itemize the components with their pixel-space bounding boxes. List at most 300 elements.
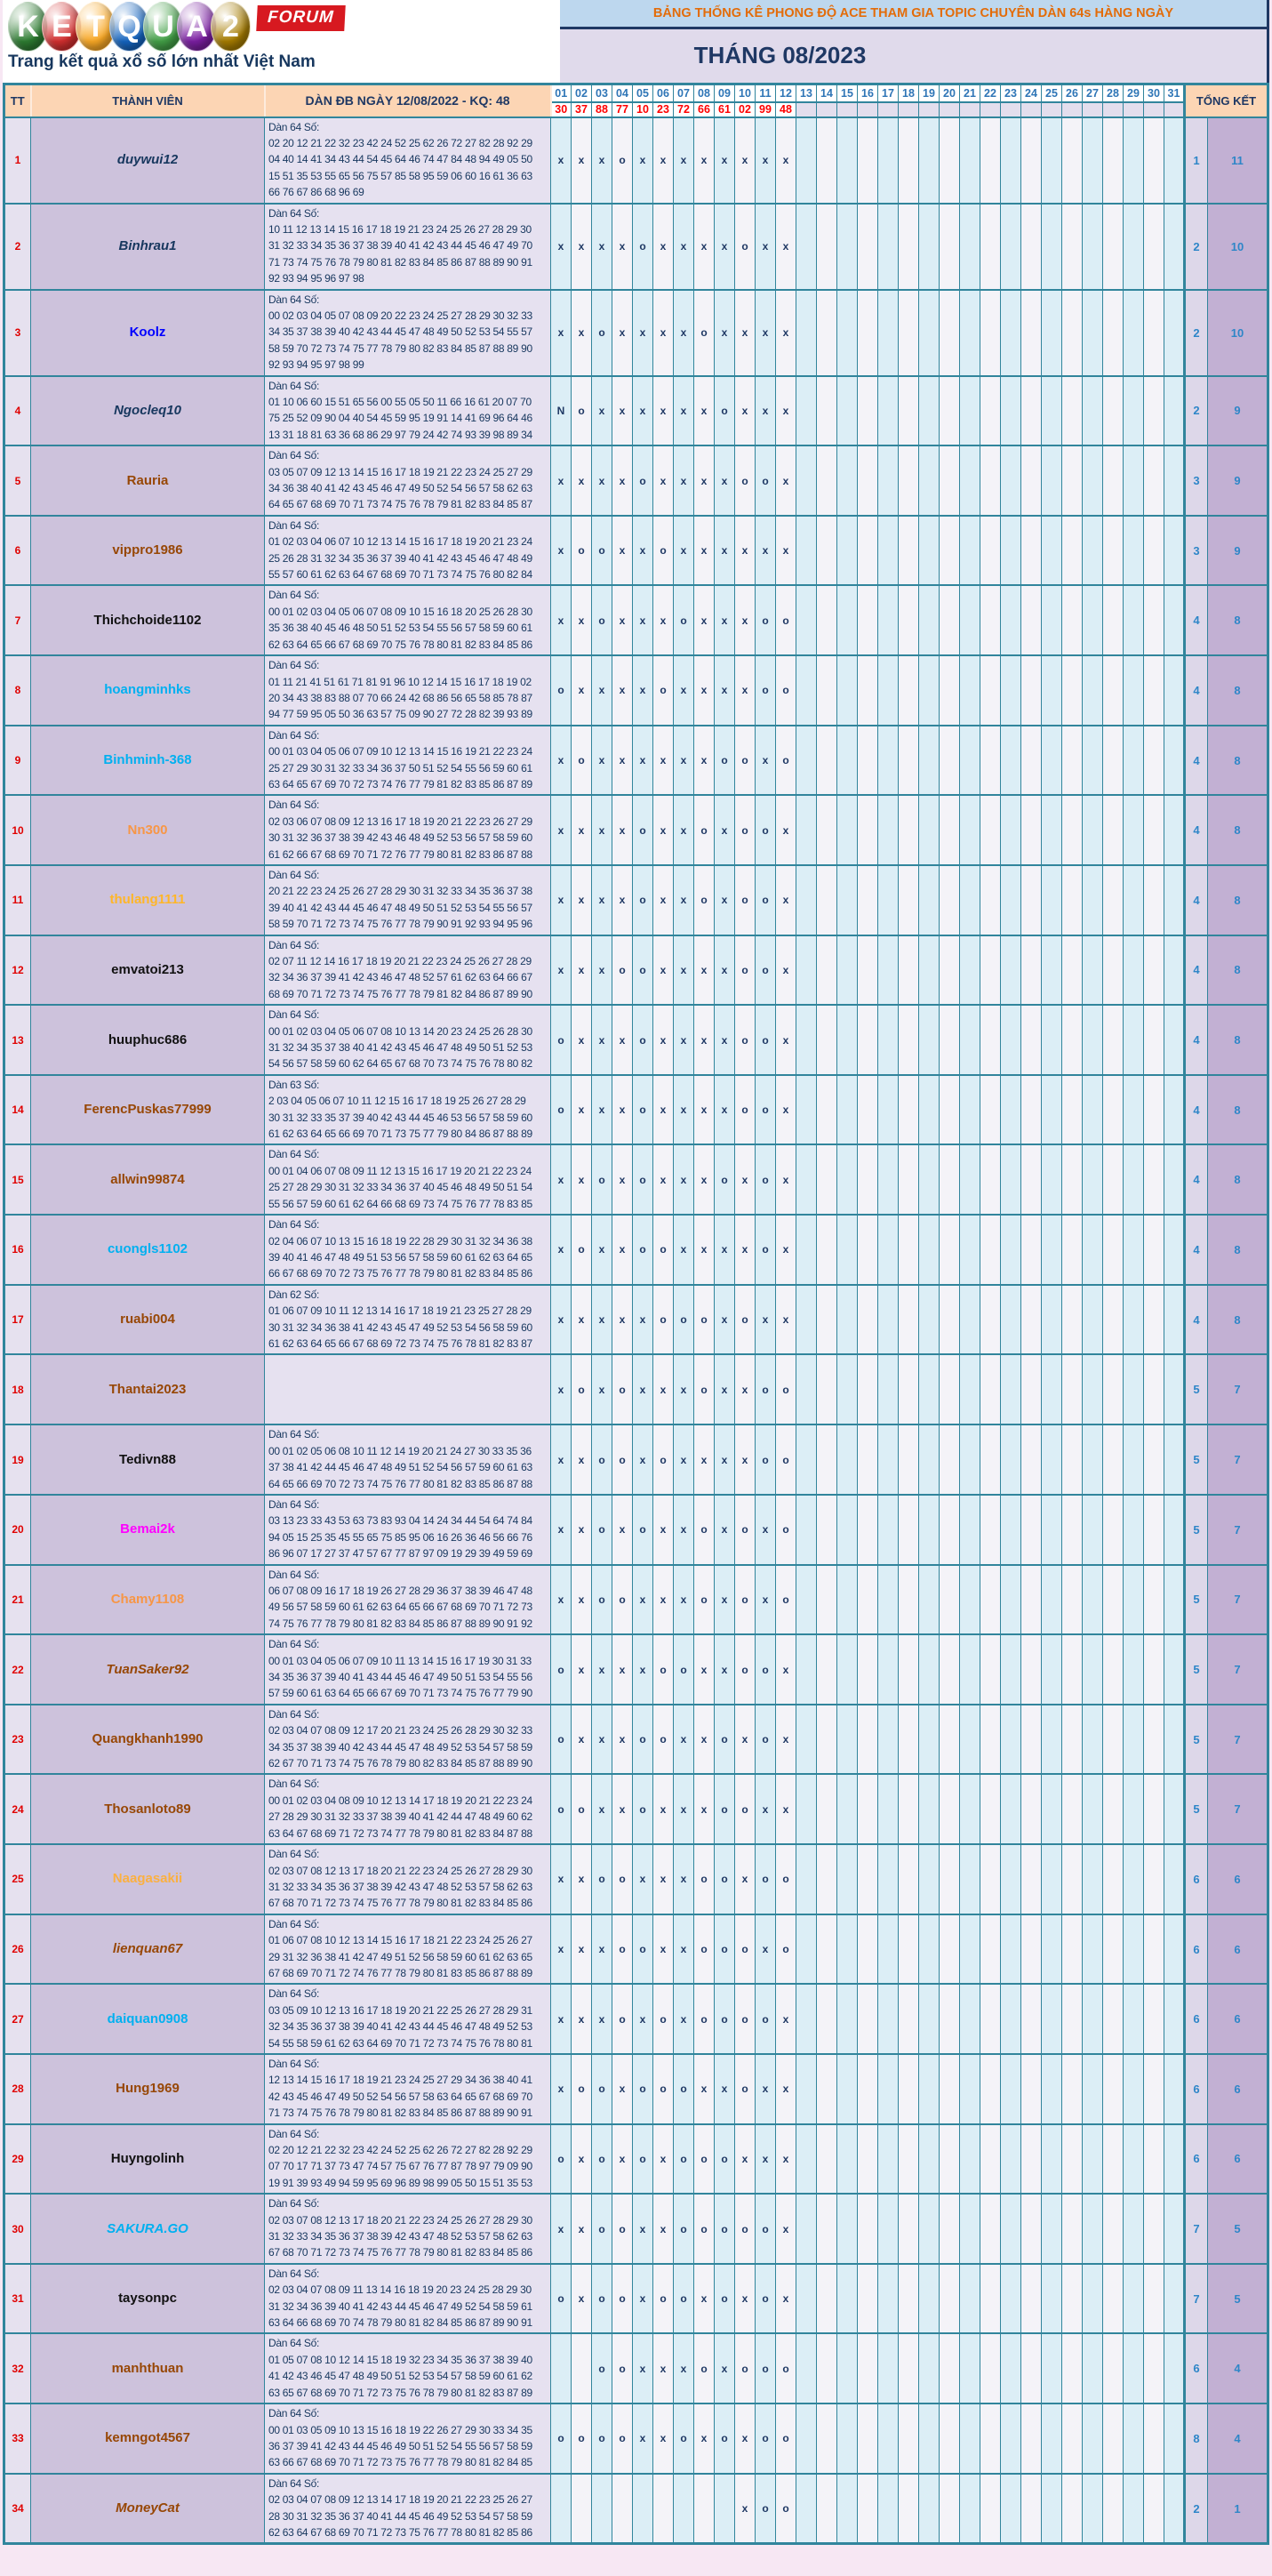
day-mark: x	[715, 1354, 735, 1424]
day-mark	[1042, 516, 1062, 586]
day-mark	[817, 2124, 837, 2195]
day-mark	[817, 1914, 837, 1985]
logo-letter: 2	[211, 2, 251, 52]
day-mark	[940, 376, 960, 446]
day-mark	[1083, 1354, 1103, 1424]
day-mark	[1083, 2124, 1103, 2195]
day-mark: x	[551, 935, 572, 1006]
day-mark	[1021, 204, 1042, 290]
logo-letter: U	[143, 2, 183, 52]
day-mark	[1062, 1774, 1083, 1844]
day-header-06: 06	[653, 84, 674, 102]
miss-count: 8	[1185, 2403, 1208, 2474]
dan-cell	[265, 2054, 551, 2124]
member-name[interactable]: Ngocleq10	[114, 402, 181, 418]
day-mark: x	[653, 2403, 674, 2474]
day-mark: o	[612, 1914, 633, 1985]
dan-cell	[265, 795, 551, 865]
day-mark: x	[612, 1075, 633, 1145]
day-mark	[1083, 445, 1103, 516]
day-mark: o	[674, 2054, 694, 2124]
day-mark: o	[572, 1215, 592, 1285]
day-mark	[940, 1144, 960, 1215]
day-mark	[878, 1984, 899, 2054]
day-result	[919, 102, 940, 117]
day-mark	[1021, 1075, 1042, 1145]
day-mark	[817, 2194, 837, 2264]
dan-numbers-line: 30 31 32 34 36 38 41 42 43 45 47 49 52 53 54 56 58 59 60	[268, 1320, 532, 1334]
day-mark: x	[694, 1005, 715, 1075]
day-mark	[1103, 865, 1124, 935]
day-mark	[796, 1705, 817, 1775]
day-mark: x	[551, 204, 572, 290]
dan-cell	[265, 2124, 551, 2195]
day-mark	[1042, 2054, 1062, 2124]
day-mark	[960, 2474, 980, 2544]
miss-count: 1	[1185, 117, 1208, 204]
day-mark	[1124, 1774, 1144, 1844]
day-mark: x	[776, 1075, 796, 1145]
day-mark	[1083, 1075, 1103, 1145]
day-mark: x	[551, 1144, 572, 1215]
dan-label: Dàn 64 Số:	[268, 1917, 320, 1930]
member-name[interactable]: SAKURA.GO	[107, 2220, 188, 2236]
day-mark	[878, 2124, 899, 2195]
day-header-30: 30	[1144, 84, 1164, 102]
dan-cell	[265, 1005, 551, 1075]
member-cell	[31, 2333, 265, 2403]
day-mark	[940, 1005, 960, 1075]
forum-badge[interactable]: FORUM	[256, 5, 345, 31]
day-mark	[878, 655, 899, 726]
day-mark	[551, 2474, 572, 2544]
day-mark	[899, 1354, 919, 1424]
day-mark	[1103, 204, 1124, 290]
miss-count: 6	[1185, 1984, 1208, 2054]
member-name[interactable]: Tedivn88	[119, 1451, 176, 1467]
ketqua2-logo[interactable]	[8, 2, 244, 52]
day-mark	[858, 935, 878, 1006]
day-mark	[878, 516, 899, 586]
day-mark	[1103, 376, 1124, 446]
dan-numbers-line: 41 42 43 46 45 47 48 49 50 51 52 53 54 57 58 59 60 61 62	[268, 2370, 532, 2383]
day-mark	[1021, 2264, 1042, 2334]
day-mark	[1144, 585, 1164, 655]
day-mark	[1001, 2474, 1021, 2544]
day-mark	[960, 1774, 980, 1844]
day-result	[878, 102, 899, 117]
member-name[interactable]: vippro1986	[112, 542, 183, 558]
day-mark: x	[612, 445, 633, 516]
day-mark: x	[551, 1984, 572, 2054]
member-name[interactable]: Rauria	[126, 472, 169, 488]
day-mark	[1144, 865, 1164, 935]
day-mark	[1042, 655, 1062, 726]
day-mark	[878, 290, 899, 376]
dan-numbers-line: 25 27 28 29 30 31 32 33 34 36 37 40 45 46 48 49 50 51 54	[268, 1181, 532, 1194]
day-mark	[1164, 117, 1185, 204]
dan-cell	[265, 204, 551, 290]
member-row	[4, 1565, 1268, 1635]
day-mark: o	[633, 2054, 653, 2124]
day-mark	[1042, 1005, 1062, 1075]
day-mark	[858, 204, 878, 290]
day-mark	[817, 376, 837, 446]
day-mark	[899, 1424, 919, 1495]
member-name[interactable]: manhthuan	[111, 2360, 184, 2376]
day-mark: x	[776, 1634, 796, 1705]
day-mark	[1001, 2333, 1021, 2403]
day-mark	[980, 2264, 1001, 2334]
day-mark: x	[572, 290, 592, 376]
member-name[interactable]: MoneyCat	[116, 2500, 180, 2516]
dan-numbers-line: 13 31 18 81 63 36 68 86 29 97 79 24 42 74 93 39 98 89 34	[268, 428, 532, 441]
day-mark	[919, 1005, 940, 1075]
day-mark	[1164, 1914, 1185, 1985]
day-mark	[1042, 1705, 1062, 1775]
day-mark	[1103, 1285, 1124, 1355]
day-mark	[1083, 2194, 1103, 2264]
day-mark: o	[592, 290, 612, 376]
day-mark	[796, 2264, 817, 2334]
site-tagline: Trang kết quả xổ số lớn nhất Việt Nam	[8, 52, 316, 71]
day-result: 23	[653, 102, 674, 117]
day-mark	[1124, 1144, 1144, 1215]
member-name[interactable]: allwin99874	[110, 1171, 185, 1187]
day-mark: x	[776, 204, 796, 290]
day-mark	[817, 1495, 837, 1565]
day-mark	[980, 1144, 1001, 1215]
member-name[interactable]: huuphuc686	[108, 1031, 188, 1047]
day-mark	[1001, 1774, 1021, 1844]
member-name[interactable]: Binhminh-368	[103, 752, 192, 768]
member-name[interactable]: kemngot4567	[105, 2430, 190, 2446]
member-name[interactable]: Thosanloto89	[104, 1801, 191, 1817]
day-mark: x	[572, 655, 592, 726]
day-mark	[572, 2333, 592, 2403]
day-mark	[1144, 1565, 1164, 1635]
member-name[interactable]: Binhrau1	[118, 238, 177, 254]
day-mark	[1164, 935, 1185, 1006]
day-mark	[1021, 1005, 1042, 1075]
day-mark	[837, 2054, 858, 2124]
member-cell	[31, 2474, 265, 2544]
day-mark	[858, 2333, 878, 2403]
day-mark: o	[694, 1565, 715, 1635]
day-result	[1062, 102, 1083, 117]
day-mark	[878, 1565, 899, 1635]
day-mark	[878, 445, 899, 516]
member-row	[4, 795, 1268, 865]
member-name[interactable]: hoangminhks	[104, 682, 191, 698]
day-mark	[919, 2403, 940, 2474]
member-name[interactable]: Hung1969	[116, 2081, 180, 2097]
day-mark	[899, 1495, 919, 1565]
day-mark	[1062, 1705, 1083, 1775]
member-name[interactable]: lienquan67	[112, 1941, 183, 1957]
dan-numbers-line: 39 40 41 42 43 44 45 46 47 48 49 50 51 52 53 54 55 56 57	[268, 901, 532, 914]
day-mark: x	[756, 2124, 776, 2195]
day-mark	[1144, 1705, 1164, 1775]
day-mark	[858, 1565, 878, 1635]
day-result	[1042, 102, 1062, 117]
dan-numbers-line: 92 93 94 95 97 98 99	[268, 358, 364, 372]
day-result: 61	[715, 102, 735, 117]
day-mark	[1001, 445, 1021, 516]
dan-cell	[265, 1634, 551, 1705]
member-row	[4, 1634, 1268, 1705]
day-mark	[980, 1285, 1001, 1355]
day-mark: x	[633, 1354, 653, 1424]
day-mark	[1021, 1774, 1042, 1844]
miss-count: 4	[1185, 585, 1208, 655]
day-mark: o	[551, 2124, 572, 2195]
day-mark	[940, 290, 960, 376]
day-mark	[1021, 376, 1042, 446]
day-mark	[1144, 2333, 1164, 2403]
day-mark: o	[735, 1634, 756, 1705]
day-mark	[940, 1914, 960, 1985]
day-header-24: 24	[1021, 84, 1042, 102]
day-mark	[1144, 204, 1164, 290]
day-mark: x	[653, 1075, 674, 1145]
day-mark	[1144, 2124, 1164, 2195]
day-header-14: 14	[817, 84, 837, 102]
day-mark	[1103, 445, 1124, 516]
col-header-member: THÀNH VIÊN	[31, 84, 265, 117]
day-mark	[980, 2124, 1001, 2195]
day-mark	[1164, 445, 1185, 516]
day-mark	[919, 2124, 940, 2195]
day-mark	[1124, 117, 1144, 204]
day-mark	[919, 795, 940, 865]
member-cell	[31, 445, 265, 516]
member-name[interactable]: duywui12	[116, 152, 179, 168]
day-mark	[1124, 290, 1144, 376]
member-name[interactable]: Thichchoide1102	[93, 612, 202, 628]
dan-cell	[265, 117, 551, 204]
day-mark: x	[653, 1914, 674, 1985]
day-mark	[1042, 1354, 1062, 1424]
day-mark: o	[715, 2264, 735, 2334]
day-mark: o	[735, 1914, 756, 1985]
dan-numbers-line: 63 64 66 68 69 70 74 78 79 80 81 82 84 85 86 87 89 90 91	[268, 2316, 532, 2330]
dan-numbers-line: 61 62 63 64 65 66 69 70 71 73 75 77 79 80 84 86 87 88 89	[268, 1128, 532, 1141]
day-mark	[817, 1565, 837, 1635]
day-mark: x	[694, 445, 715, 516]
day-mark: o	[633, 2124, 653, 2195]
row-number: 15	[4, 1144, 31, 1215]
day-mark	[817, 1075, 837, 1145]
row-number: 32	[4, 2333, 31, 2403]
day-mark	[899, 445, 919, 516]
dan-numbers-line: 61 62 63 64 65 66 67 68 69 72 73 74 75 76 78 81 82 83 87	[268, 1336, 532, 1350]
day-mark	[940, 1634, 960, 1705]
day-mark	[796, 445, 817, 516]
day-mark	[1103, 290, 1124, 376]
member-name[interactable]: Bemai2k	[120, 1521, 175, 1537]
day-mark	[940, 726, 960, 796]
day-mark	[940, 2264, 960, 2334]
member-name[interactable]: Naagasakii	[112, 1871, 183, 1887]
member-name[interactable]: taysonpc	[118, 2291, 177, 2307]
day-mark	[817, 2054, 837, 2124]
day-mark	[837, 1844, 858, 1914]
day-mark: x	[735, 1144, 756, 1215]
day-mark: x	[715, 445, 735, 516]
day-mark: x	[776, 376, 796, 446]
dan-numbers-line: 01 06 07 08 10 12 13 14 15 16 17 18 21 22 23 24 25 26 27	[268, 1934, 532, 1947]
day-mark: x	[633, 1285, 653, 1355]
day-mark: o	[776, 1424, 796, 1495]
member-name[interactable]: Quangkhanh1990	[92, 1731, 204, 1747]
day-mark	[1001, 2194, 1021, 2264]
day-mark	[878, 1634, 899, 1705]
member-name[interactable]: Chamy1108	[110, 1591, 185, 1607]
day-mark	[1103, 1215, 1124, 1285]
day-mark	[1144, 1844, 1164, 1914]
member-cell	[31, 516, 265, 586]
dan-cell	[265, 445, 551, 516]
day-mark	[940, 1075, 960, 1145]
member-name[interactable]: Huyngolinh	[110, 2150, 185, 2166]
day-mark: x	[715, 1565, 735, 1635]
day-mark	[715, 2474, 735, 2544]
member-name[interactable]: thulang1111	[109, 892, 186, 908]
day-mark: x	[756, 1914, 776, 1985]
day-mark	[1021, 655, 1042, 726]
day-mark	[960, 865, 980, 935]
day-mark: x	[592, 204, 612, 290]
day-mark	[899, 1075, 919, 1145]
dan-numbers-line: 31 32 33 34 35 36 37 38 39 42 43 47 48 52 53 57 58 62 63	[268, 1880, 532, 1893]
day-mark: o	[633, 1495, 653, 1565]
day-mark: x	[756, 516, 776, 586]
dan-numbers-line: 02 03 04 07 08 09 12 17 20 21 23 24 25 26 28 29 30 32 33	[268, 1724, 532, 1737]
day-mark	[878, 795, 899, 865]
member-name[interactable]: daiquan0908	[107, 2010, 188, 2026]
day-mark	[1042, 117, 1062, 204]
day-mark	[980, 1005, 1001, 1075]
day-mark: x	[633, 2264, 653, 2334]
day-mark: x	[776, 445, 796, 516]
member-name[interactable]: FerencPuskas77999	[84, 1102, 212, 1118]
day-mark: x	[715, 1075, 735, 1145]
hit-count: 7	[1208, 1705, 1268, 1775]
day-mark	[960, 726, 980, 796]
member-name[interactable]: TuanSaker92	[106, 1661, 189, 1677]
day-mark	[1083, 1844, 1103, 1914]
member-row	[4, 2333, 1268, 2403]
day-header-29: 29	[1124, 84, 1144, 102]
day-mark	[1144, 2194, 1164, 2264]
member-name[interactable]: emvatoi213	[111, 961, 184, 977]
day-result	[1021, 102, 1042, 117]
dan-numbers-line: 01 06 07 09 10 11 12 13 14 16 17 18 19 21 23 25 27 28 29	[268, 1304, 532, 1318]
day-mark	[980, 1424, 1001, 1495]
hit-count: 8	[1208, 1285, 1268, 1355]
day-mark	[878, 1495, 899, 1565]
member-name[interactable]: Koolz	[129, 325, 166, 341]
day-mark: x	[735, 1424, 756, 1495]
dan-cell	[265, 290, 551, 376]
day-mark	[1124, 516, 1144, 586]
day-mark	[837, 1984, 858, 2054]
row-number: 29	[4, 2124, 31, 2195]
member-name[interactable]: Thantai2023	[108, 1381, 187, 1397]
dan-label: Dàn 64 Số:	[268, 120, 320, 133]
dan-label: Dàn 64 Số:	[268, 518, 320, 532]
day-mark	[1124, 2124, 1144, 2195]
day-mark: o	[715, 726, 735, 796]
member-cell	[31, 290, 265, 376]
dan-cell	[265, 1215, 551, 1285]
day-mark	[1083, 1005, 1103, 1075]
day-mark	[919, 585, 940, 655]
day-mark	[960, 1424, 980, 1495]
dan-numbers-line: 63 64 65 67 69 70 72 73 74 76 77 79 81 82 83 85 86 87 89	[268, 777, 532, 790]
row-number: 8	[4, 655, 31, 726]
day-mark	[980, 1705, 1001, 1775]
day-mark: N	[551, 376, 572, 446]
day-mark: x	[572, 1075, 592, 1145]
day-mark	[1164, 865, 1185, 935]
day-mark	[980, 376, 1001, 446]
day-mark: x	[612, 726, 633, 796]
member-name[interactable]: ruabi004	[120, 1312, 175, 1328]
dan-numbers-line: 58 59 70 72 73 74 75 77 78 79 80 82 83 84 85 87 88 89 90	[268, 341, 532, 355]
day-mark	[940, 935, 960, 1006]
day-mark: o	[633, 204, 653, 290]
day-mark	[1144, 376, 1164, 446]
day-mark: o	[653, 1424, 674, 1495]
member-name[interactable]: cuongls1102	[107, 1241, 188, 1257]
day-mark	[1083, 1774, 1103, 1844]
day-mark	[796, 1565, 817, 1635]
dan-numbers-line: 27 28 29 30 31 32 33 37 38 39 40 41 42 44 47 48 49 60 62	[268, 1810, 532, 1824]
dan-cell	[265, 935, 551, 1006]
day-mark	[817, 2264, 837, 2334]
day-mark	[796, 1634, 817, 1705]
day-mark: o	[612, 2194, 633, 2264]
day-mark	[1062, 1354, 1083, 1424]
day-header-26: 26	[1062, 84, 1083, 102]
day-header-25: 25	[1042, 84, 1062, 102]
day-mark	[980, 1774, 1001, 1844]
member-name[interactable]: Nn300	[127, 822, 168, 838]
day-mark	[1083, 2474, 1103, 2544]
dan-numbers-line: 94 77 59 95 05 50 36 63 57 75 09 90 27 72 28 82 39 93 89	[268, 708, 532, 721]
day-mark	[980, 865, 1001, 935]
day-mark: x	[776, 935, 796, 1006]
dan-numbers-line: 55 57 60 61 62 63 64 67 68 69 70 71 73 74 75 76 80 82 84	[268, 568, 532, 582]
day-mark	[1001, 1495, 1021, 1565]
day-mark	[1062, 204, 1083, 290]
dan-label: Dàn 64 Số:	[268, 728, 320, 742]
day-mark	[1062, 445, 1083, 516]
day-mark: o	[756, 1844, 776, 1914]
day-mark	[1021, 2333, 1042, 2403]
member-cell	[31, 865, 265, 935]
day-mark: x	[592, 795, 612, 865]
hit-count: 8	[1208, 1005, 1268, 1075]
day-mark: x	[674, 1565, 694, 1635]
day-mark: o	[776, 655, 796, 726]
day-mark	[837, 1424, 858, 1495]
member-cell	[31, 2194, 265, 2264]
day-result: 77	[612, 102, 633, 117]
day-mark	[940, 795, 960, 865]
